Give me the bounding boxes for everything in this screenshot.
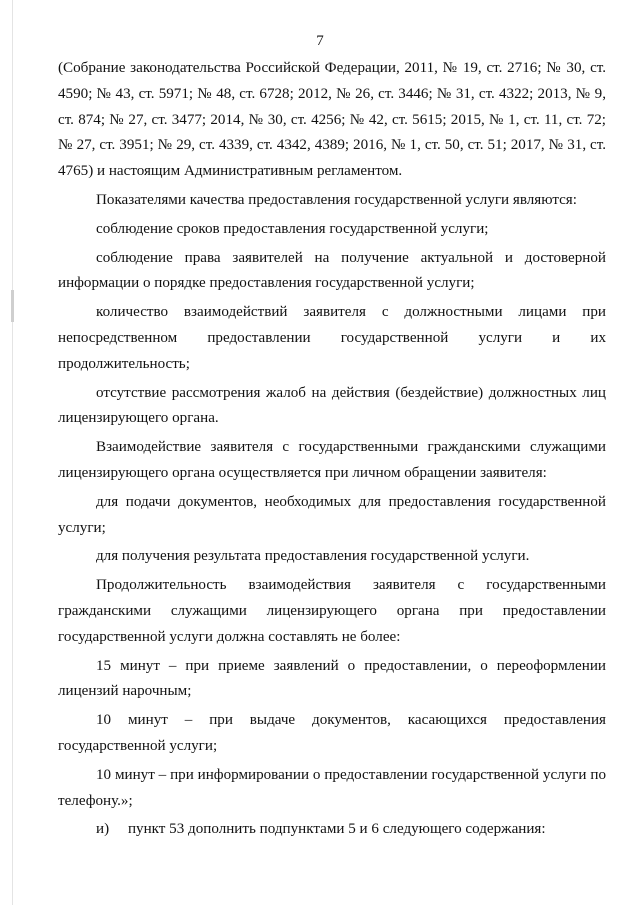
- paragraph-information-rights: соблюдение права заявителей на получение актуальной и достоверной информации о порядке предоставления государственной услуги;: [58, 249, 606, 292]
- paragraph-no-complaints: отсутствие рассмотрения жалоб на действия (бездействие) должностных лиц лицензирующего органа.: [58, 384, 606, 427]
- paragraph-15-minutes: 15 минут – при приеме заявлений о предоставлении, о переоформлении лицензий нарочным;: [58, 657, 606, 700]
- paragraph-interactions-count: количество взаимодействий заявителя с должностными лицами при непосредственном предоставлении государственной услуги и их продолжительность;: [58, 304, 606, 372]
- paragraph-deadlines: соблюдение сроков предоставления государственной услуги;: [96, 220, 489, 237]
- page-number: 7: [316, 33, 324, 49]
- paragraph-10-minutes-phone: 10 минут – при информировании о предоставлении государственной услуги по телефону.»;: [58, 766, 606, 809]
- paragraph-result-receipt: для получения результата предоставления государственной услуги.: [96, 548, 530, 565]
- paragraph-item-i: и) пункт 53 дополнить подпунктами 5 и 6 следующего содержания:: [96, 821, 546, 838]
- paragraph-10-minutes-issue: 10 минут – при выдаче документов, касающихся предоставления государственной услуги;: [58, 712, 606, 754]
- paragraph-interaction-duration: Продолжительность взаимодействия заявителя с государственными гражданскими служащими лицензирующего органа при предоставлении государственной услуги должна составлять не более:: [58, 577, 606, 645]
- paragraph-citation: (Собрание законодательства Российской Федерации, 2011, № 19, ст. 2716; № 30, ст. 4590; № 43, ст. 5971; № 48, ст. 6728; 2012, № 26, ст. 3446; № 31, ст. 4322; 2013, № 9, ст. 874; № 27, ст. 3477; 2014, № 30, ст. 4256; № 42, ст. 5615; 2015, № 1, ст. 11, ст. 72; № 27, ст. 3951; № 29, ст. 4339, ст. 4342, 4389; 2016, № 1, ст. 50, ст. 51; 2017, № 31, ст. 4765) и настоящим Административным регламентом.: [58, 60, 606, 180]
- document-body: [58, 56, 606, 843]
- paragraph-document-submission: для подачи документов, необходимых для предоставления государственной услуги;: [58, 493, 606, 536]
- scan-margin-mark: [11, 290, 14, 322]
- paragraph-interaction-mode: Взаимодействие заявителя с государственными гражданскими служащими лицензирующего органа осуществляется при личном обращении заявителя:: [58, 439, 606, 481]
- paragraph-quality-indicators: Показателями качества предоставления государственной услуги являются:: [96, 191, 577, 208]
- scan-edge-line: [12, 0, 13, 905]
